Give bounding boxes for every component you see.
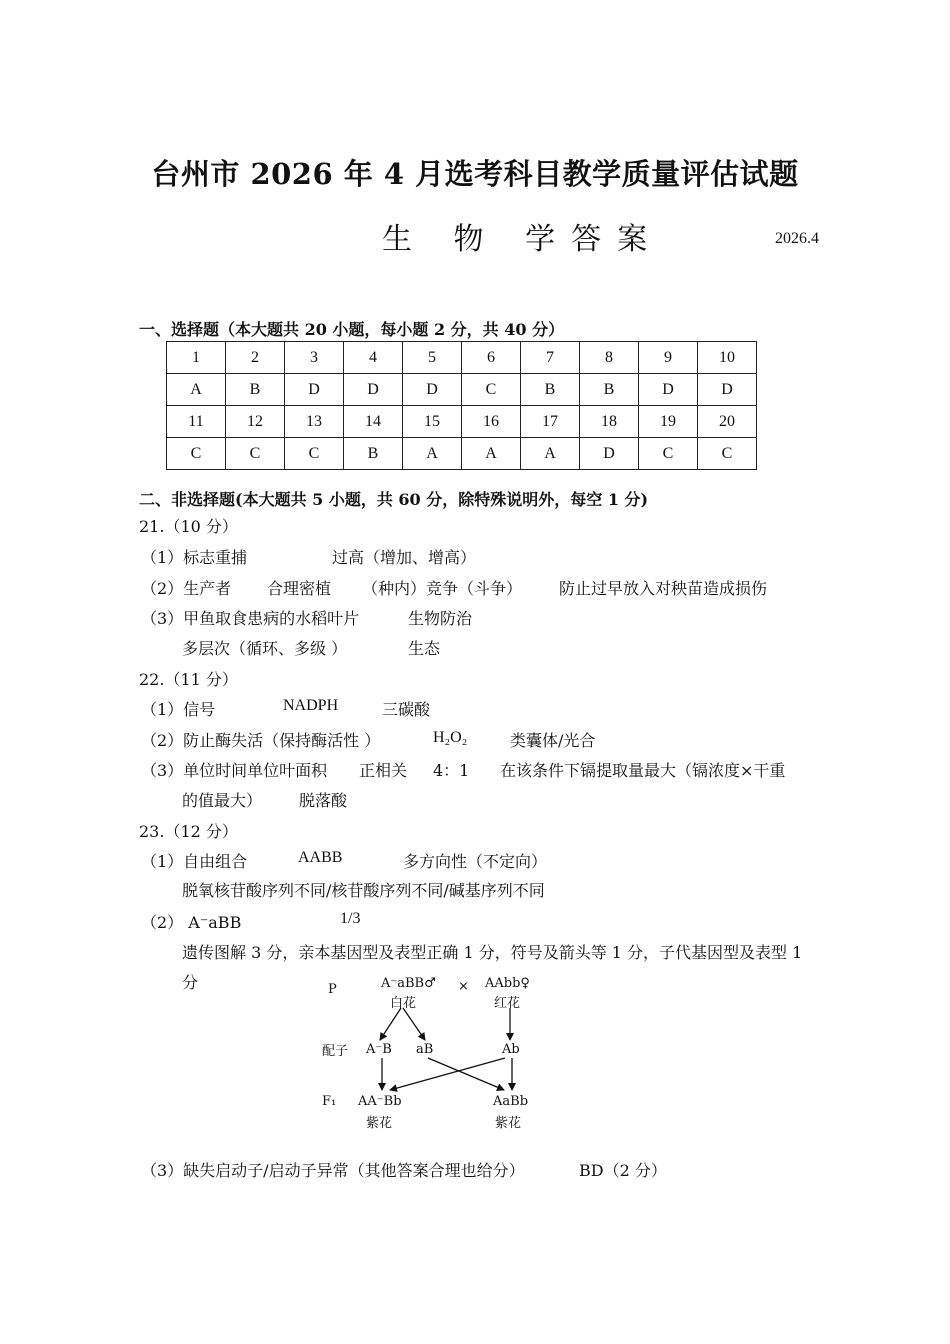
q21-answer-1b: 过高（增加、增高） — [332, 548, 477, 567]
section-2-heading: 二、非选择题(本大题共 5 小题，共 60 分，除特殊说明外，每空 1 分) — [139, 490, 649, 509]
table-cell: C — [639, 438, 698, 470]
table-cell: 1 — [167, 342, 226, 374]
table-cell: D — [639, 374, 698, 406]
table-cell: A — [167, 374, 226, 406]
arrow-parent1-to-gamete2 — [403, 1008, 425, 1040]
q23-answer-1c: 多方向性（不定向） — [403, 852, 548, 871]
table-cell: A — [521, 438, 580, 470]
parent2-phenotype: 红花 — [494, 996, 521, 1011]
table-cell: D — [698, 374, 757, 406]
table-cell: 8 — [580, 342, 639, 374]
table-cell: D — [344, 374, 403, 406]
table-cell: 4 — [344, 342, 403, 374]
q23-answer-3: （3）缺失启动子/启动子异常（其他答案合理也给分） — [141, 1161, 525, 1180]
q21-answer-2: （2）生产者 — [141, 579, 232, 598]
table-cell: 20 — [698, 406, 757, 438]
q22-answer-3e: 的值最大） — [182, 791, 263, 810]
child2-genotype: AaBb — [493, 1094, 529, 1109]
q23-answer-1d: 脱氧核苷酸序列不同/核苷酸序列不同/碱基序列不同 — [182, 881, 545, 900]
table-cell: 9 — [639, 342, 698, 374]
gamete-label: 配子 — [322, 1044, 349, 1059]
q23-answer-1: （1）自由组合 — [141, 852, 248, 871]
q23-answer-3b: BD（2 分） — [579, 1161, 667, 1180]
q21-answer-3: （3）甲鱼取食患病的水稻叶片 — [141, 609, 360, 628]
table-cell: 18 — [580, 406, 639, 438]
table-cell: B — [580, 374, 639, 406]
page-subtitle: 生 物 学答案 — [382, 222, 664, 257]
f1-generation-label: F₁ — [322, 1094, 337, 1109]
table-cell: 17 — [521, 406, 580, 438]
table-cell: 14 — [344, 406, 403, 438]
table-cell: A — [403, 438, 462, 470]
table-cell: 2 — [226, 342, 285, 374]
q22-answer-2: （2）防止酶失活（保持酶活性 ） — [141, 731, 381, 750]
table-cell: 7 — [521, 342, 580, 374]
q22-answer-3c: 4：1 — [433, 761, 470, 780]
table-cell: 5 — [403, 342, 462, 374]
arrow-gamete2-to-child2 — [428, 1058, 504, 1090]
q21-answer-3b: 生物防治 — [408, 609, 473, 628]
table-cell: 6 — [462, 342, 521, 374]
parent2-genotype: AAbb♀ — [485, 976, 530, 991]
page-title: 台州市 2026 年 4 月选考科目教学质量评估试题 — [151, 157, 799, 191]
cross-symbol: × — [458, 979, 469, 994]
q23-answer-2b: 1/3 — [340, 910, 361, 927]
q21-label: 21.（10 分） — [139, 517, 238, 536]
gamete-3: Ab — [502, 1042, 520, 1057]
section-1-heading: 一、选择题（本大题共 20 小题，每小题 2 分，共 40 分） — [139, 320, 565, 339]
table-cell: D — [403, 374, 462, 406]
child2-phenotype: 紫花 — [495, 1116, 522, 1131]
arrow-gamete3-to-child1 — [390, 1058, 505, 1090]
q21-answer-2b: 合理密植 — [267, 579, 332, 598]
table-cell: C — [167, 438, 226, 470]
q22-answer-1b: NADPH — [283, 697, 339, 714]
table-cell: B — [226, 374, 285, 406]
table-cell: B — [344, 438, 403, 470]
gamete-1: A⁻B — [366, 1042, 392, 1057]
table-cell: C — [285, 438, 344, 470]
q22-answer-3f: 脱落酸 — [299, 791, 348, 810]
table-cell: D — [285, 374, 344, 406]
table-cell: A — [462, 438, 521, 470]
q22-label: 22.（11 分） — [139, 670, 238, 689]
table-cell: 19 — [639, 406, 698, 438]
table-cell: C — [698, 438, 757, 470]
q23-answer-2d: 分 — [182, 973, 199, 992]
parent1-genotype: A⁻aBB♂ — [381, 976, 436, 991]
q23-answer-2: （2） A⁻aBB — [141, 913, 242, 932]
q22-answer-3: （3）单位时间单位叶面积 — [141, 761, 328, 780]
q22-answer-2b: H₂O₂ — [433, 729, 468, 746]
table-cell: D — [580, 438, 639, 470]
q21-answer-2c: （种内）竞争（斗争） — [362, 579, 523, 598]
table-cell: 15 — [403, 406, 462, 438]
table-cell: C — [226, 438, 285, 470]
table-cell: 11 — [167, 406, 226, 438]
parent1-phenotype: 白花 — [390, 996, 417, 1011]
q22-answer-3b: 正相关 — [359, 761, 408, 780]
arrow-parent1-to-gamete1 — [380, 1008, 401, 1040]
q21-answer-3d: 生态 — [408, 639, 441, 658]
q23-label: 23.（12 分） — [139, 822, 238, 841]
table-cell: 16 — [462, 406, 521, 438]
table-cell: C — [462, 374, 521, 406]
table-cell: B — [521, 374, 580, 406]
table-cell: 3 — [285, 342, 344, 374]
table-cell: 12 — [226, 406, 285, 438]
q22-answer-2c: 类囊体/光合 — [510, 731, 596, 750]
child1-phenotype: 紫花 — [366, 1116, 393, 1131]
q23-answer-2c: 遗传图解 3 分，亲本基因型及表型正确 1 分，符号及箭头等 1 分，子代基因型及表型 1 — [182, 943, 803, 962]
child1-genotype: AA⁻Bb — [358, 1094, 402, 1109]
p-generation-label: P — [328, 982, 337, 997]
q21-answer-2d: 防止过早放入对秧苗造成损伤 — [559, 579, 768, 598]
q21-answer-3c: 多层次（循环、多级 ） — [182, 639, 348, 658]
q22-answer-3d: 在该条件下镉提取量最大（镉浓度×干重 — [500, 761, 786, 780]
q21-answer-1: （1）标志重捕 — [141, 548, 248, 567]
q22-answer-1c: 三碳酸 — [382, 700, 431, 719]
q22-answer-1: （1）信号 — [141, 700, 216, 719]
exam-date: 2026.4 — [775, 230, 819, 247]
table-cell: 13 — [285, 406, 344, 438]
gamete-2: aB — [416, 1042, 434, 1057]
q23-answer-1b: AABB — [298, 849, 343, 866]
table-cell: 10 — [698, 342, 757, 374]
